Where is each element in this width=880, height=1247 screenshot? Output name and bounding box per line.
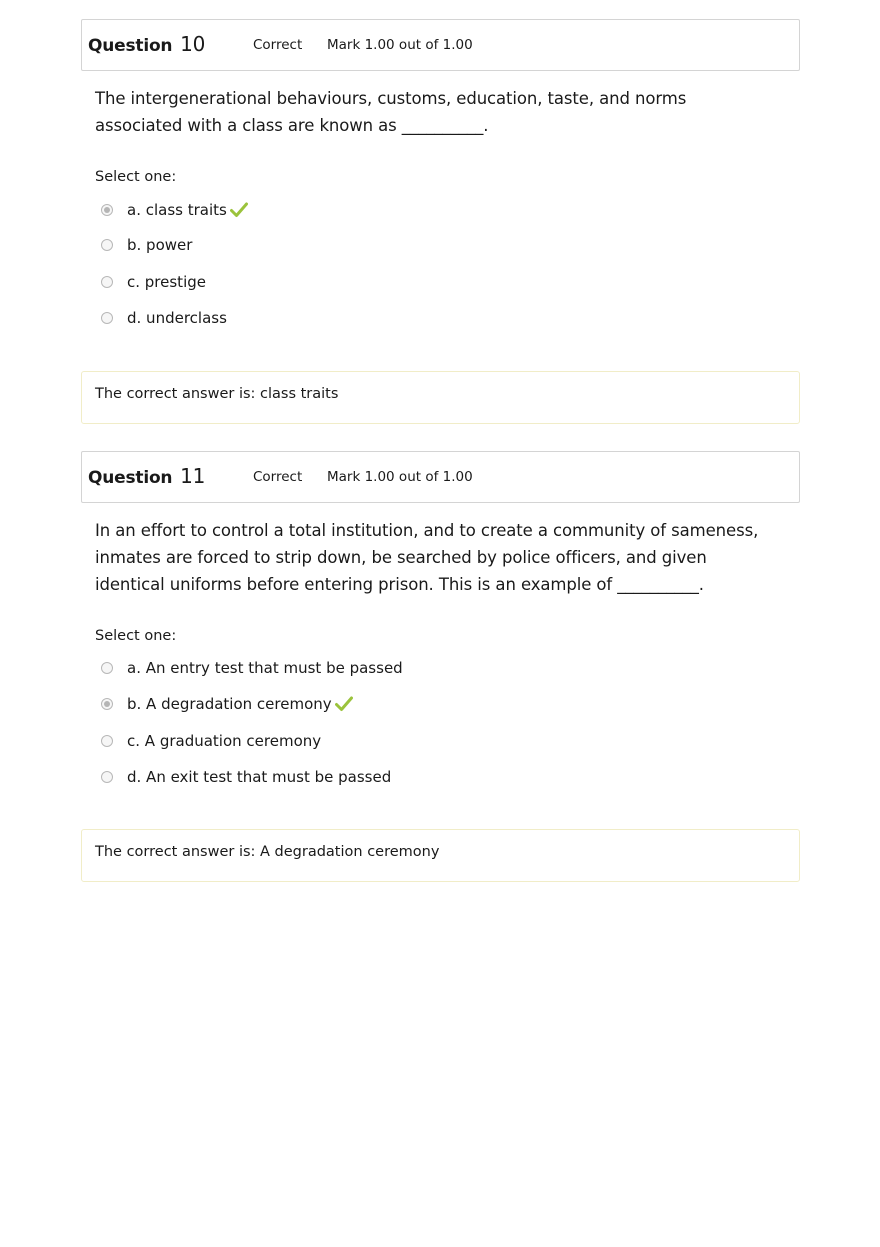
question-text: In an effort to control a total institution, and to create a community of sameness, inmates are forced to strip down, be searched by police officers, and given identical uniforms before entering prison. This is an example of __________. xyxy=(95,521,759,594)
option-label: c. prestige xyxy=(127,273,206,291)
answer-option[interactable] xyxy=(101,198,248,222)
question-text: The intergenerational behaviours, customs, education, taste, and norms associated with a class are known as __________. xyxy=(95,89,687,135)
question-mark: Mark 1.00 out of 1.00 xyxy=(327,469,473,485)
option-label: a. class traits xyxy=(127,201,227,219)
question-11-header xyxy=(81,451,800,503)
question-mark: Mark 1.00 out of 1.00 xyxy=(327,37,473,53)
answer-option[interactable] xyxy=(101,233,192,257)
answer-option[interactable] xyxy=(101,270,206,294)
correct-answer-text: The correct answer is: class traits xyxy=(95,386,339,402)
option-label: b. A degradation ceremony xyxy=(127,695,332,713)
answer-option[interactable] xyxy=(101,765,391,789)
answer-option[interactable] xyxy=(101,729,321,753)
select-one-prompt: Select one: xyxy=(95,628,177,644)
question-title: Question 11 xyxy=(88,464,206,488)
answer-option[interactable] xyxy=(101,692,353,716)
radio-button[interactable] xyxy=(101,771,113,783)
check-icon xyxy=(230,201,248,219)
feedback-box xyxy=(81,829,800,882)
question-10-header xyxy=(81,19,800,71)
radio-button[interactable] xyxy=(101,239,113,251)
radio-button[interactable] xyxy=(101,276,113,288)
radio-button[interactable] xyxy=(101,312,113,324)
option-label: d. underclass xyxy=(127,309,227,327)
radio-button[interactable] xyxy=(101,698,113,710)
check-icon xyxy=(335,695,353,713)
radio-button[interactable] xyxy=(101,204,113,216)
option-label: c. A graduation ceremony xyxy=(127,732,322,750)
option-label: b. power xyxy=(127,236,193,254)
question-state: Correct xyxy=(253,37,303,53)
question-number: 11 xyxy=(180,464,206,488)
question-title: Question 10 xyxy=(88,32,206,56)
question-number: 10 xyxy=(180,32,206,56)
question-state: Correct xyxy=(253,469,303,485)
select-one-prompt: Select one: xyxy=(95,169,177,185)
option-label: d. An exit test that must be passed xyxy=(127,768,392,786)
radio-button[interactable] xyxy=(101,662,113,674)
radio-button[interactable] xyxy=(101,735,113,747)
feedback-box xyxy=(81,371,800,424)
option-label: a. An entry test that must be passed xyxy=(127,659,403,677)
answer-option[interactable] xyxy=(101,656,403,680)
answer-option[interactable] xyxy=(101,306,227,330)
correct-answer-text: The correct answer is: A degradation ceremony xyxy=(95,844,440,860)
